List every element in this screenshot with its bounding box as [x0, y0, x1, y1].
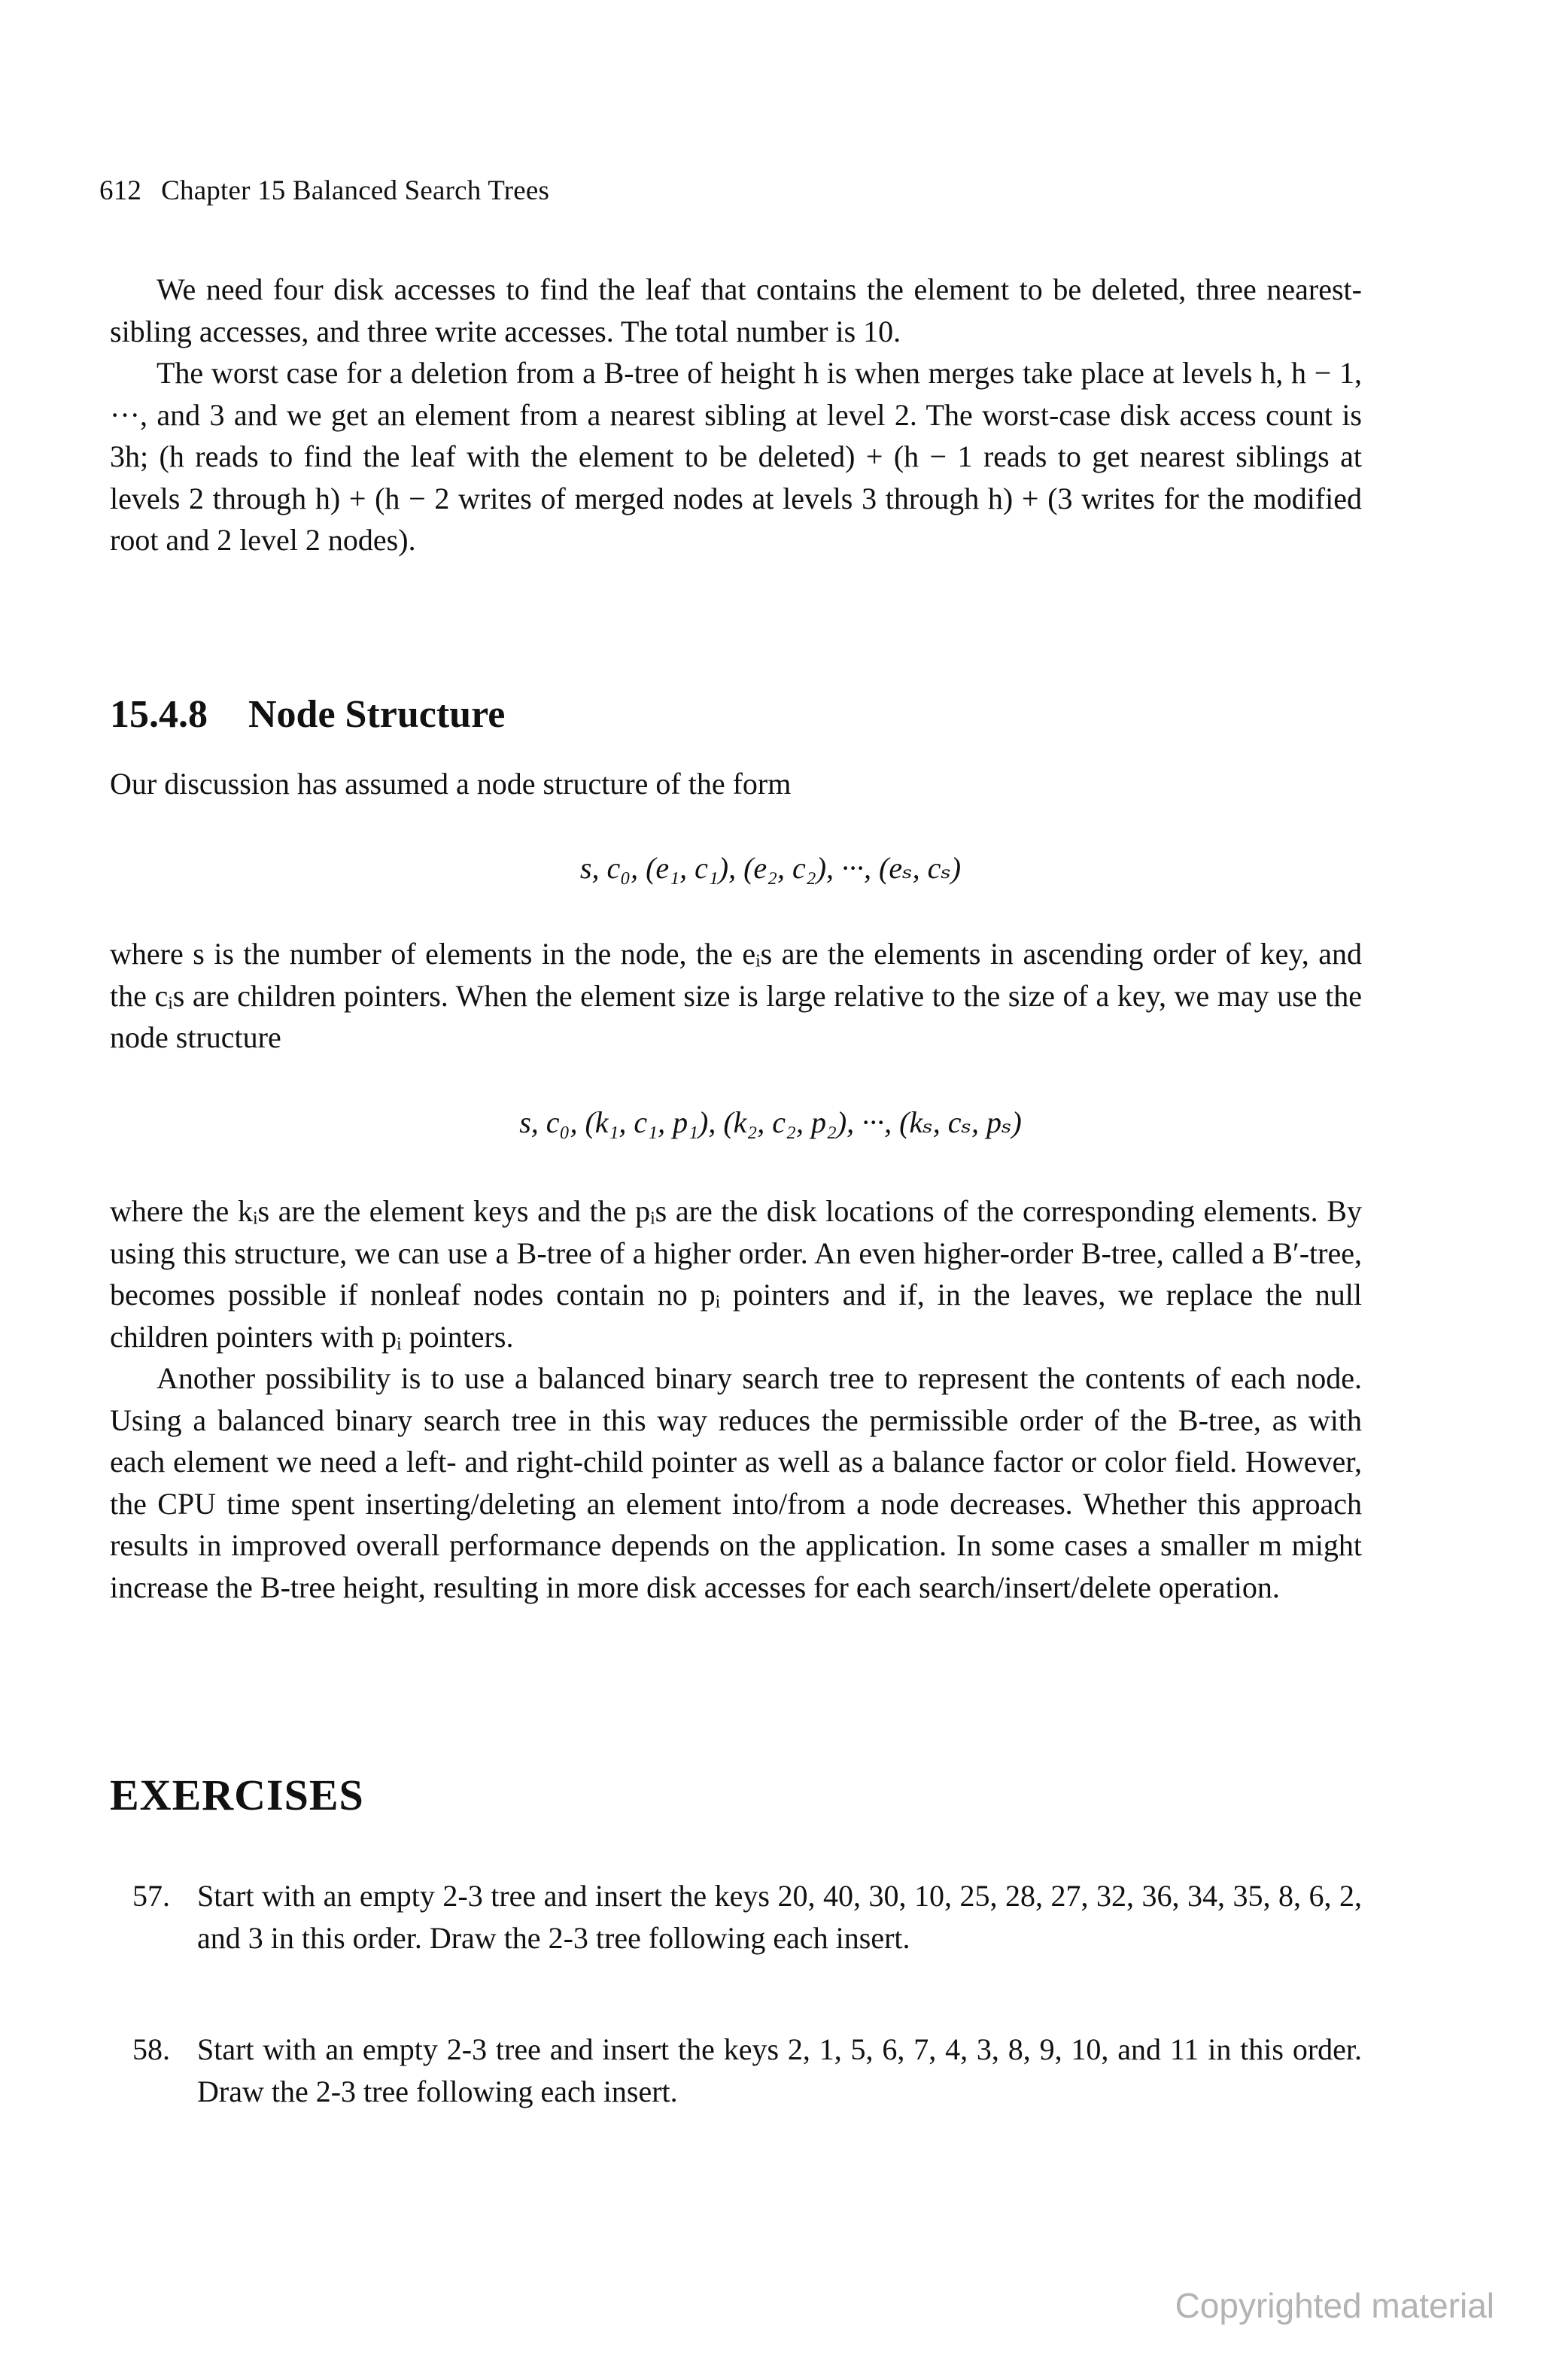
- exercise-item: [132, 2029, 1362, 2113]
- exercise-text: Start with an empty 2-3 tree and insert the keys 20, 40, 30, 10, 25, 28, 27, 32, 36, 34, 35, 8, 6, 2, and 3 in this order. Draw the 2-3 tree following each insert.: [197, 1879, 1362, 1955]
- paragraph-elements: where s is the number of elements in the node, the eᵢs are the elements in ascending order of key, and the cᵢs are children pointers. When the element size is large relative to the size of a key, we may use the node structure: [110, 937, 1362, 1054]
- exercise-number: 57.: [132, 1879, 170, 1913]
- exercises-heading: EXERCISES: [110, 1771, 364, 1819]
- deletion-cost-text: [110, 269, 1362, 561]
- node-structure-intro: [110, 763, 1362, 805]
- exercise-text: Start with an empty 2-3 tree and insert the keys 2, 1, 5, 6, 7, 4, 3, 8, 9, 10, and 11 in this order. Draw the 2-3 tree following each insert.: [197, 2032, 1362, 2108]
- page-number: 612: [99, 175, 142, 206]
- formula-node-structure: s, c₀, (e₁, c₁), (e₂, c₂), ···, (eₛ, cₛ): [579, 851, 962, 885]
- section-heading: [110, 692, 505, 737]
- section-title: Node Structure: [248, 693, 506, 736]
- running-header: [99, 175, 549, 207]
- formula-key-structure: s, c₀, (k₁, c₁, p₁), (k₂, c₂, p₂), ···, (kₛ, cₛ, pₛ): [519, 1105, 1022, 1139]
- paragraph-worst-case: The worst case for a deletion from a B-tree of height h is when merges take place at levels h, h − 1, ···, and 3 and we get an element from a nearest sibling at level 2. The worst-case disk access count is 3h; (h reads to find the leaf with the element to be deleted) + (h − 1 reads to get nearest siblings at levels 2 through h) + (h − 2 writes of merged nodes at levels 3 through h) + (3 writes for the modified root and 2 level 2 nodes).: [110, 356, 1362, 557]
- paragraph-keys: where the kᵢs are the element keys and the pᵢs are the disk locations of the corresponding elements. By using this structure, we can use a B-tree of a higher order. An even higher-order B-tree, called a B′-tree, becomes possible if nonleaf nodes contain no pᵢ pointers and if, in the leaves, we replace the null children pointers with pᵢ pointers.: [110, 1194, 1362, 1354]
- exercise-number: 58.: [132, 2032, 170, 2066]
- element-description: [110, 933, 1362, 1059]
- section-number: 15.4.8: [110, 693, 208, 736]
- paragraph-balanced-bst: Another possibility is to use a balanced binary search tree to represent the contents of each node. Using a balanced binary search tree in this way reduces the permissible order of the B-tree, as with each element we need a left- and right-child pointer as well as a balance factor or color field. However, the CPU time spent inserting/deleting an element into/from a node decreases. Whether this approach results in improved overall performance depends on the application. In some cases a smaller m might increase the B-tree height, resulting in more disk accesses for each search/insert/delete operation.: [110, 1361, 1362, 1604]
- paragraph-disk-accesses: We need four disk accesses to find the leaf that contains the element to be deleted, three nearest-sibling accesses, and three write accesses. The total number is 10.: [110, 272, 1362, 348]
- bprime-tree-text: [110, 1190, 1362, 1608]
- paragraph-intro: Our discussion has assumed a node structure of the form: [110, 767, 792, 801]
- running-title: Chapter 15 Balanced Search Trees: [161, 175, 550, 206]
- copyright-watermark: Copyrighted material: [1175, 2286, 1494, 2325]
- exercise-item: [132, 1875, 1362, 1959]
